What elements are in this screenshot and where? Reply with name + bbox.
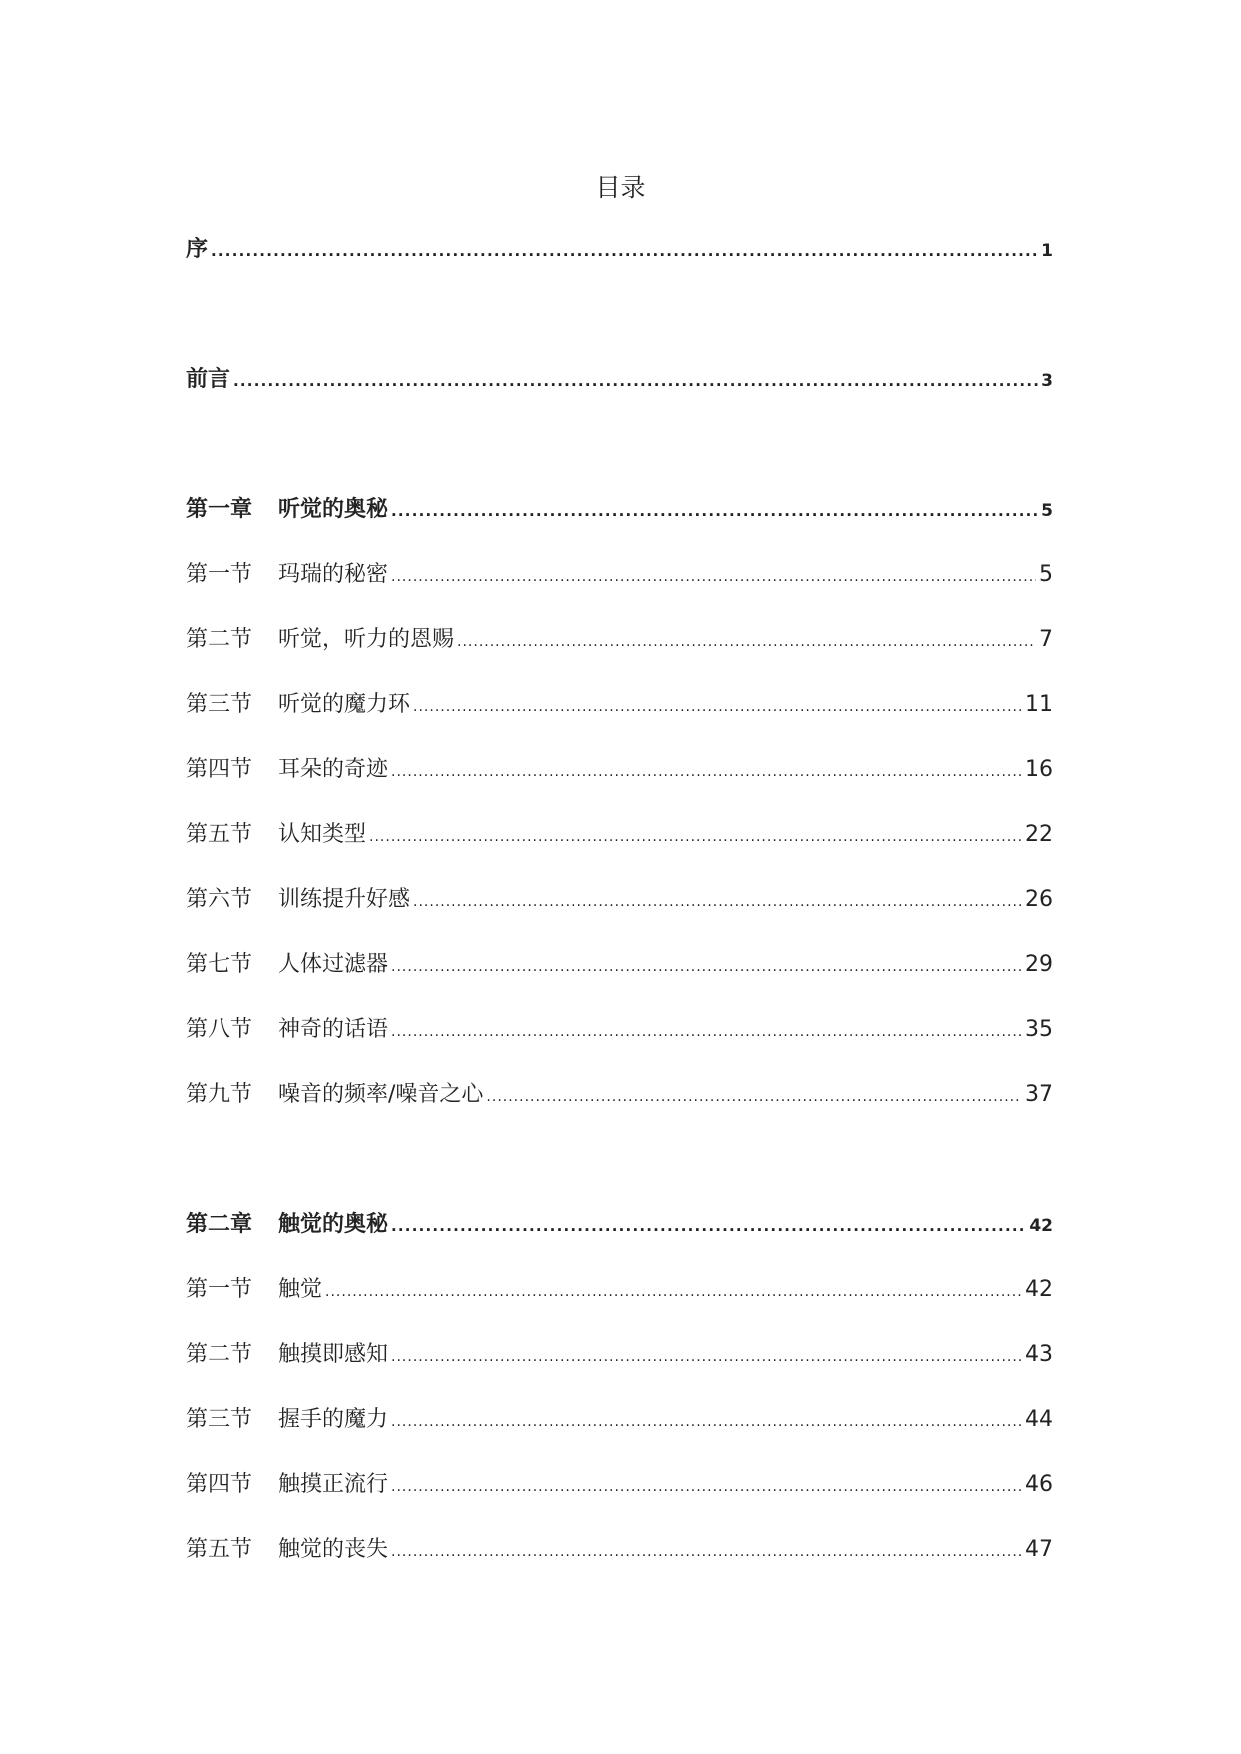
dot-leader	[325, 1276, 1022, 1308]
toc-entry-section[interactable]	[186, 1274, 1053, 1306]
dot-leader	[211, 235, 1038, 267]
toc-entry-page: 35	[1025, 1017, 1053, 1042]
toc-entry-title: 噪音的频率/噪音之心	[278, 1082, 484, 1107]
toc-entry-section[interactable]	[186, 559, 1053, 591]
toc-entry-number: 第二章	[186, 1212, 253, 1237]
toc-entry-chapter-1[interactable]	[186, 494, 1053, 526]
toc-entry-chapter-2[interactable]	[186, 1209, 1053, 1241]
toc-entry-label	[186, 1209, 388, 1241]
toc-entry-page: 37	[1025, 1082, 1053, 1107]
toc-entry-number: 第三节	[186, 1407, 253, 1432]
toc-entry-page: 26	[1025, 887, 1053, 912]
toc-entry-label	[186, 689, 410, 721]
dot-leader	[413, 691, 1022, 723]
toc-entry-page: 16	[1025, 757, 1053, 782]
toc-entry-label	[186, 819, 366, 851]
toc-entry-page: 43	[1025, 1342, 1053, 1367]
page-title: 目录	[595, 173, 646, 202]
toc-entry-number: 第三节	[186, 692, 253, 717]
toc-entry-section[interactable]	[186, 819, 1053, 851]
toc-entry-number: 第四节	[186, 757, 253, 782]
toc-entry-title: 序	[186, 237, 209, 262]
dot-leader	[391, 1536, 1022, 1568]
toc-entry-title: 耳朵的奇迹	[278, 757, 389, 782]
toc-entry-page: 5	[1041, 501, 1053, 521]
toc-entry-label	[186, 754, 388, 786]
toc-entry-label	[186, 364, 230, 396]
toc-entry-section[interactable]	[186, 1469, 1053, 1501]
toc-entry-page: 7	[1039, 627, 1053, 652]
toc-entry-number: 第八节	[186, 1017, 253, 1042]
dot-leader	[391, 561, 1036, 593]
dot-leader	[233, 365, 1038, 397]
toc-entry-section[interactable]	[186, 949, 1053, 981]
toc-entry-label	[186, 1404, 388, 1436]
toc-entry-foreword[interactable]	[186, 364, 1053, 396]
toc-entry-label	[186, 884, 410, 916]
toc-entry-label	[186, 1534, 388, 1566]
toc-entry-title: 玛瑞的秘密	[278, 562, 389, 587]
toc-entry-page: 44	[1025, 1407, 1053, 1432]
toc-entry-page: 22	[1025, 822, 1053, 847]
toc-entry-section[interactable]	[186, 689, 1053, 721]
toc-entry-number: 第六节	[186, 887, 253, 912]
toc-entry-section[interactable]	[186, 1014, 1053, 1046]
toc-entry-label	[186, 1274, 322, 1306]
dot-leader	[391, 1471, 1022, 1503]
dot-leader	[391, 1406, 1022, 1438]
dot-leader	[391, 951, 1022, 983]
toc-entry-page: 47	[1025, 1537, 1053, 1562]
toc-entry-label	[186, 1339, 388, 1371]
toc-entry-number: 第九节	[186, 1082, 253, 1107]
toc-entry-page: 3	[1041, 371, 1053, 391]
toc-entry-label	[186, 949, 388, 981]
dot-leader	[457, 626, 1036, 658]
toc-entry-preface-order[interactable]	[186, 234, 1053, 266]
toc-entry-page: 42	[1029, 1216, 1053, 1236]
toc-entry-section[interactable]	[186, 1534, 1053, 1566]
toc-entry-number: 第一章	[186, 497, 253, 522]
toc-entry-title: 人体过滤器	[278, 952, 389, 977]
toc-entry-section[interactable]	[186, 754, 1053, 786]
toc-entry-number: 第四节	[186, 1472, 253, 1497]
toc-entry-page: 1	[1041, 241, 1053, 261]
toc-entry-title: 触摸正流行	[278, 1472, 389, 1497]
toc-entry-number: 第一节	[186, 1277, 253, 1302]
toc-entry-section[interactable]	[186, 1404, 1053, 1436]
toc-entry-label	[186, 624, 454, 656]
toc-entry-page: 42	[1025, 1277, 1053, 1302]
toc-entry-section[interactable]	[186, 624, 1053, 656]
toc-entry-title: 触觉的丧失	[278, 1537, 389, 1562]
toc-entry-title: 听觉的奥秘	[278, 497, 389, 522]
dot-leader	[486, 1081, 1022, 1113]
dot-leader	[369, 821, 1022, 853]
toc-entry-label	[186, 1469, 388, 1501]
toc-entry-label	[186, 234, 208, 266]
toc-entry-page: 46	[1025, 1472, 1053, 1497]
toc-entry-title: 神奇的话语	[278, 1017, 389, 1042]
toc-entry-number: 第二节	[186, 1342, 253, 1367]
toc-entry-section[interactable]	[186, 1079, 1053, 1111]
toc-entry-title: 听觉的魔力环	[278, 692, 411, 717]
toc-entry-section[interactable]	[186, 1339, 1053, 1371]
dot-leader	[391, 495, 1038, 527]
toc-entry-number: 第五节	[186, 1537, 253, 1562]
dot-leader	[391, 1210, 1026, 1242]
toc-entry-page: 5	[1039, 562, 1053, 587]
toc-entry-label	[186, 559, 388, 591]
toc-entry-title: 握手的魔力	[278, 1407, 389, 1432]
toc-entry-number: 第一节	[186, 562, 253, 587]
dot-leader	[391, 756, 1022, 788]
toc-entry-number: 第七节	[186, 952, 253, 977]
toc-entry-page: 29	[1025, 952, 1053, 977]
toc-entry-label	[186, 1014, 388, 1046]
toc-entry-title: 认知类型	[278, 822, 367, 847]
toc-entry-label	[186, 494, 388, 526]
dot-leader	[391, 1341, 1022, 1373]
toc-entry-page: 11	[1025, 692, 1053, 717]
toc-entry-number: 第五节	[186, 822, 253, 847]
toc-entry-title: 触觉的奥秘	[278, 1212, 389, 1237]
dot-leader	[391, 1016, 1022, 1048]
dot-leader	[413, 886, 1022, 918]
toc-entry-section[interactable]	[186, 884, 1053, 916]
toc-entry-label	[186, 1079, 483, 1111]
toc-entry-number: 第二节	[186, 627, 253, 652]
toc-entry-title: 听觉，听力的恩赐	[278, 627, 455, 652]
toc-entry-title: 前言	[186, 367, 231, 392]
toc-entry-title: 触摸即感知	[278, 1342, 389, 1367]
toc-entry-title: 触觉	[278, 1277, 323, 1302]
toc-entry-title: 训练提升好感	[278, 887, 411, 912]
